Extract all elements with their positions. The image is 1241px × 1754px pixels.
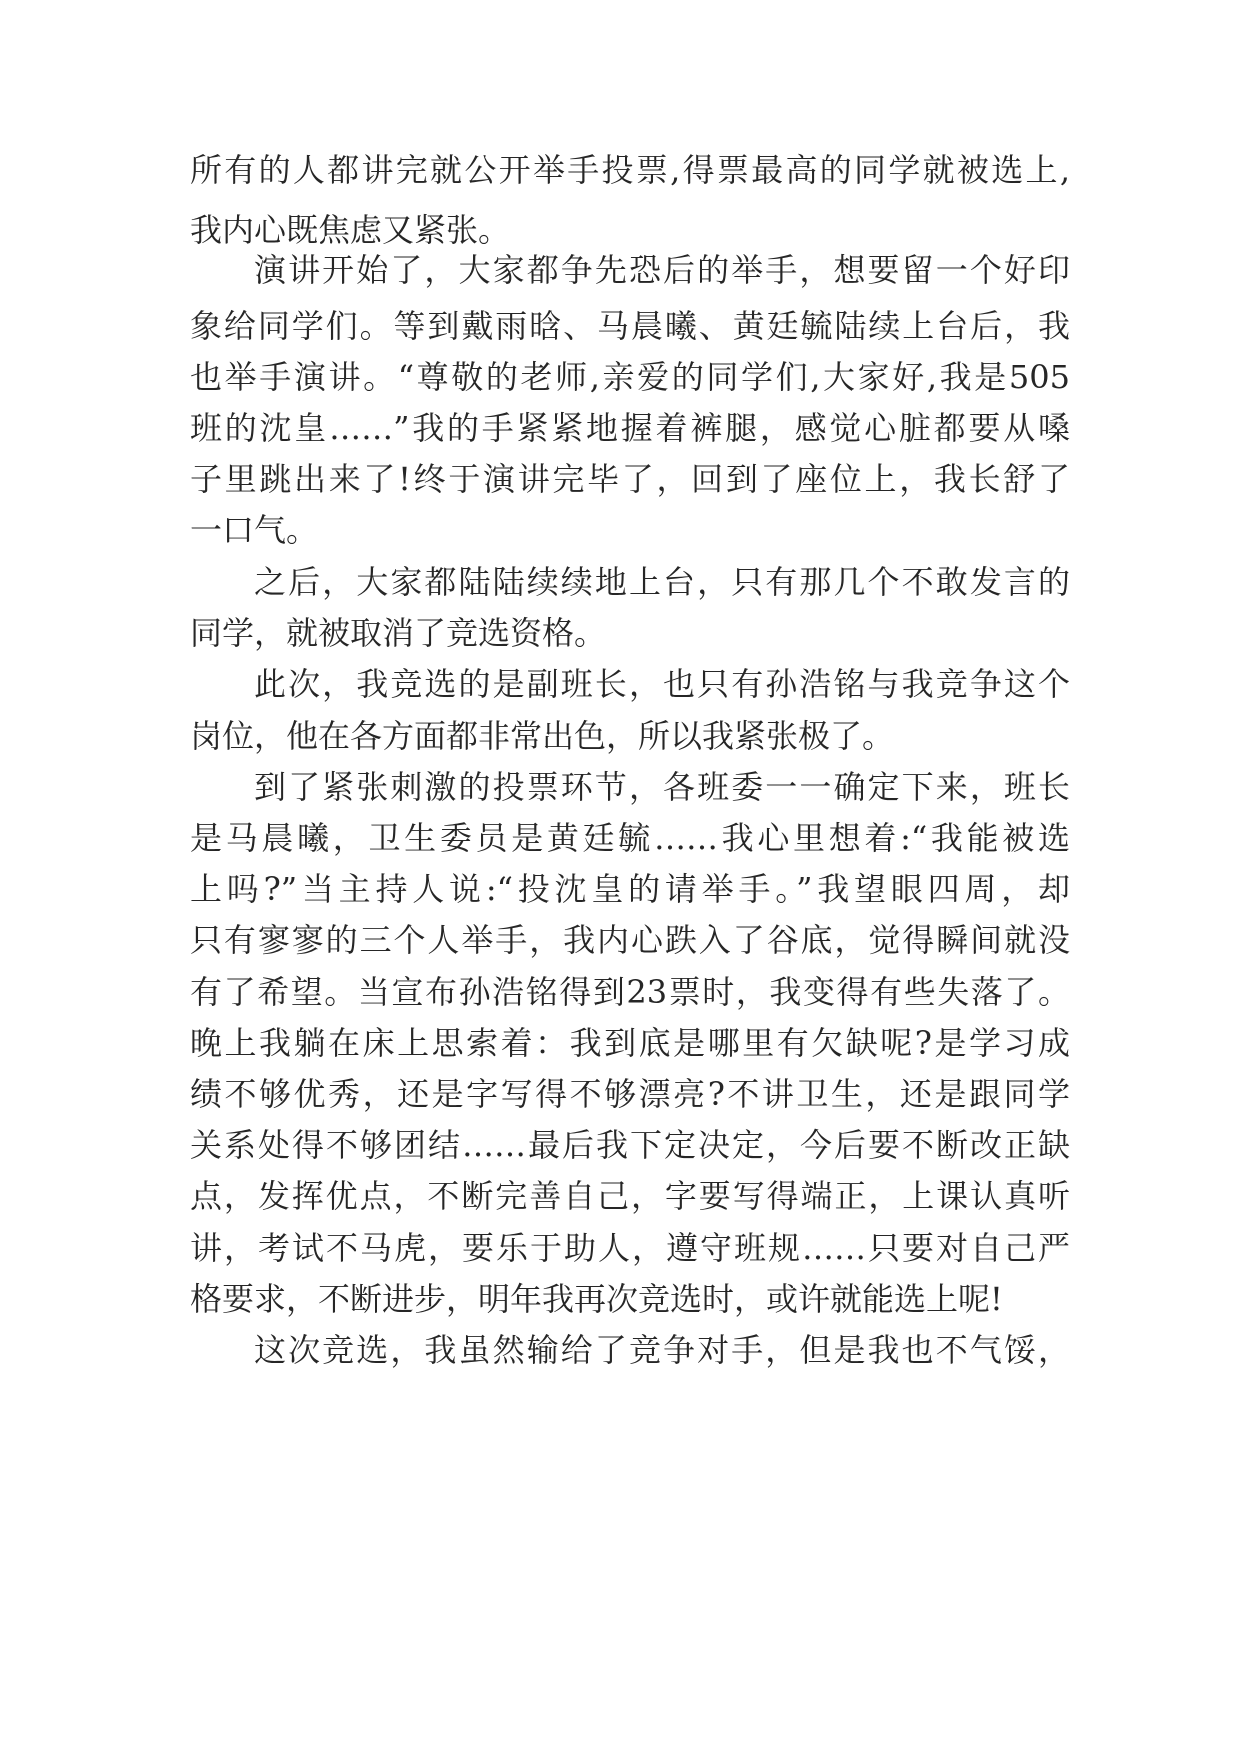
text-line: 点，发挥优点，不断完善自己，字要写得端正，上课认真听 [190, 1177, 1070, 1215]
text-line: 子里跳出来了!终于演讲完毕了，回到了座位上，我长舒了 [190, 460, 1070, 498]
text-line: 只有寥寥的三个人举手，我内心跌入了谷底，觉得瞬间就没 [190, 921, 1070, 959]
text-line: 班的沈皇……”我的手紧紧地握着裤腿，感觉心脏都要从嗓 [190, 409, 1070, 447]
text-line: 讲，考试不马虎，要乐于助人，遵守班规……只要对自己严 [190, 1229, 1070, 1267]
text-line: 此次，我竞选的是副班长，也只有孙浩铭与我竞争这个 [254, 665, 1070, 703]
text-line: 之后，大家都陆陆续续地上台，只有那几个不敢发言的 [254, 563, 1070, 601]
text-line: 晚上我躺在床上思索着：我到底是哪里有欠缺呢?是学习成 [190, 1024, 1070, 1062]
text-line: 有了希望。当宣布孙浩铭得到23票时，我变得有些失落了。 [190, 973, 1070, 1011]
text-line: 这次竞选，我虽然输给了竞争对手，但是我也不气馁， [254, 1331, 1070, 1369]
text-line: 象给同学们。等到戴雨晗、马晨曦、黄廷毓陆续上台后，我 [190, 307, 1070, 345]
text-line: 所有的人都讲完就公开举手投票,得票最高的同学就被选上, [190, 151, 1070, 189]
text-line: 演讲开始了，大家都争先恐后的举手，想要留一个好印 [254, 251, 1070, 289]
text-line: 岗位，他在各方面都非常出色，所以我紧张极了。 [190, 717, 895, 755]
text-line: 格要求，不断进步，明年我再次竞选时，或许就能选上呢! [190, 1280, 1003, 1318]
text-line: 关系处得不够团结……最后我下定决定，今后要不断改正缺 [190, 1126, 1070, 1164]
text-line: 同学，就被取消了竞选资格。 [190, 614, 607, 652]
text-line: 上吗?”当主持人说:“投沈皇的请举手。”我望眼四周，却 [190, 870, 1070, 908]
text-line: 我内心既焦虑又紧张。 [190, 211, 511, 249]
text-line: 是马晨曦，卫生委员是黄廷毓……我心里想着:“我能被选 [190, 819, 1070, 857]
text-line: 也举手演讲。“尊敬的老师,亲爱的同学们,大家好,我是505 [190, 358, 1070, 396]
text-line: 到了紧张刺激的投票环节，各班委一一确定下来，班长 [254, 768, 1070, 806]
text-line: 一口气。 [190, 511, 319, 549]
text-line: 绩不够优秀，还是字写得不够漂亮?不讲卫生，还是跟同学 [190, 1075, 1070, 1113]
